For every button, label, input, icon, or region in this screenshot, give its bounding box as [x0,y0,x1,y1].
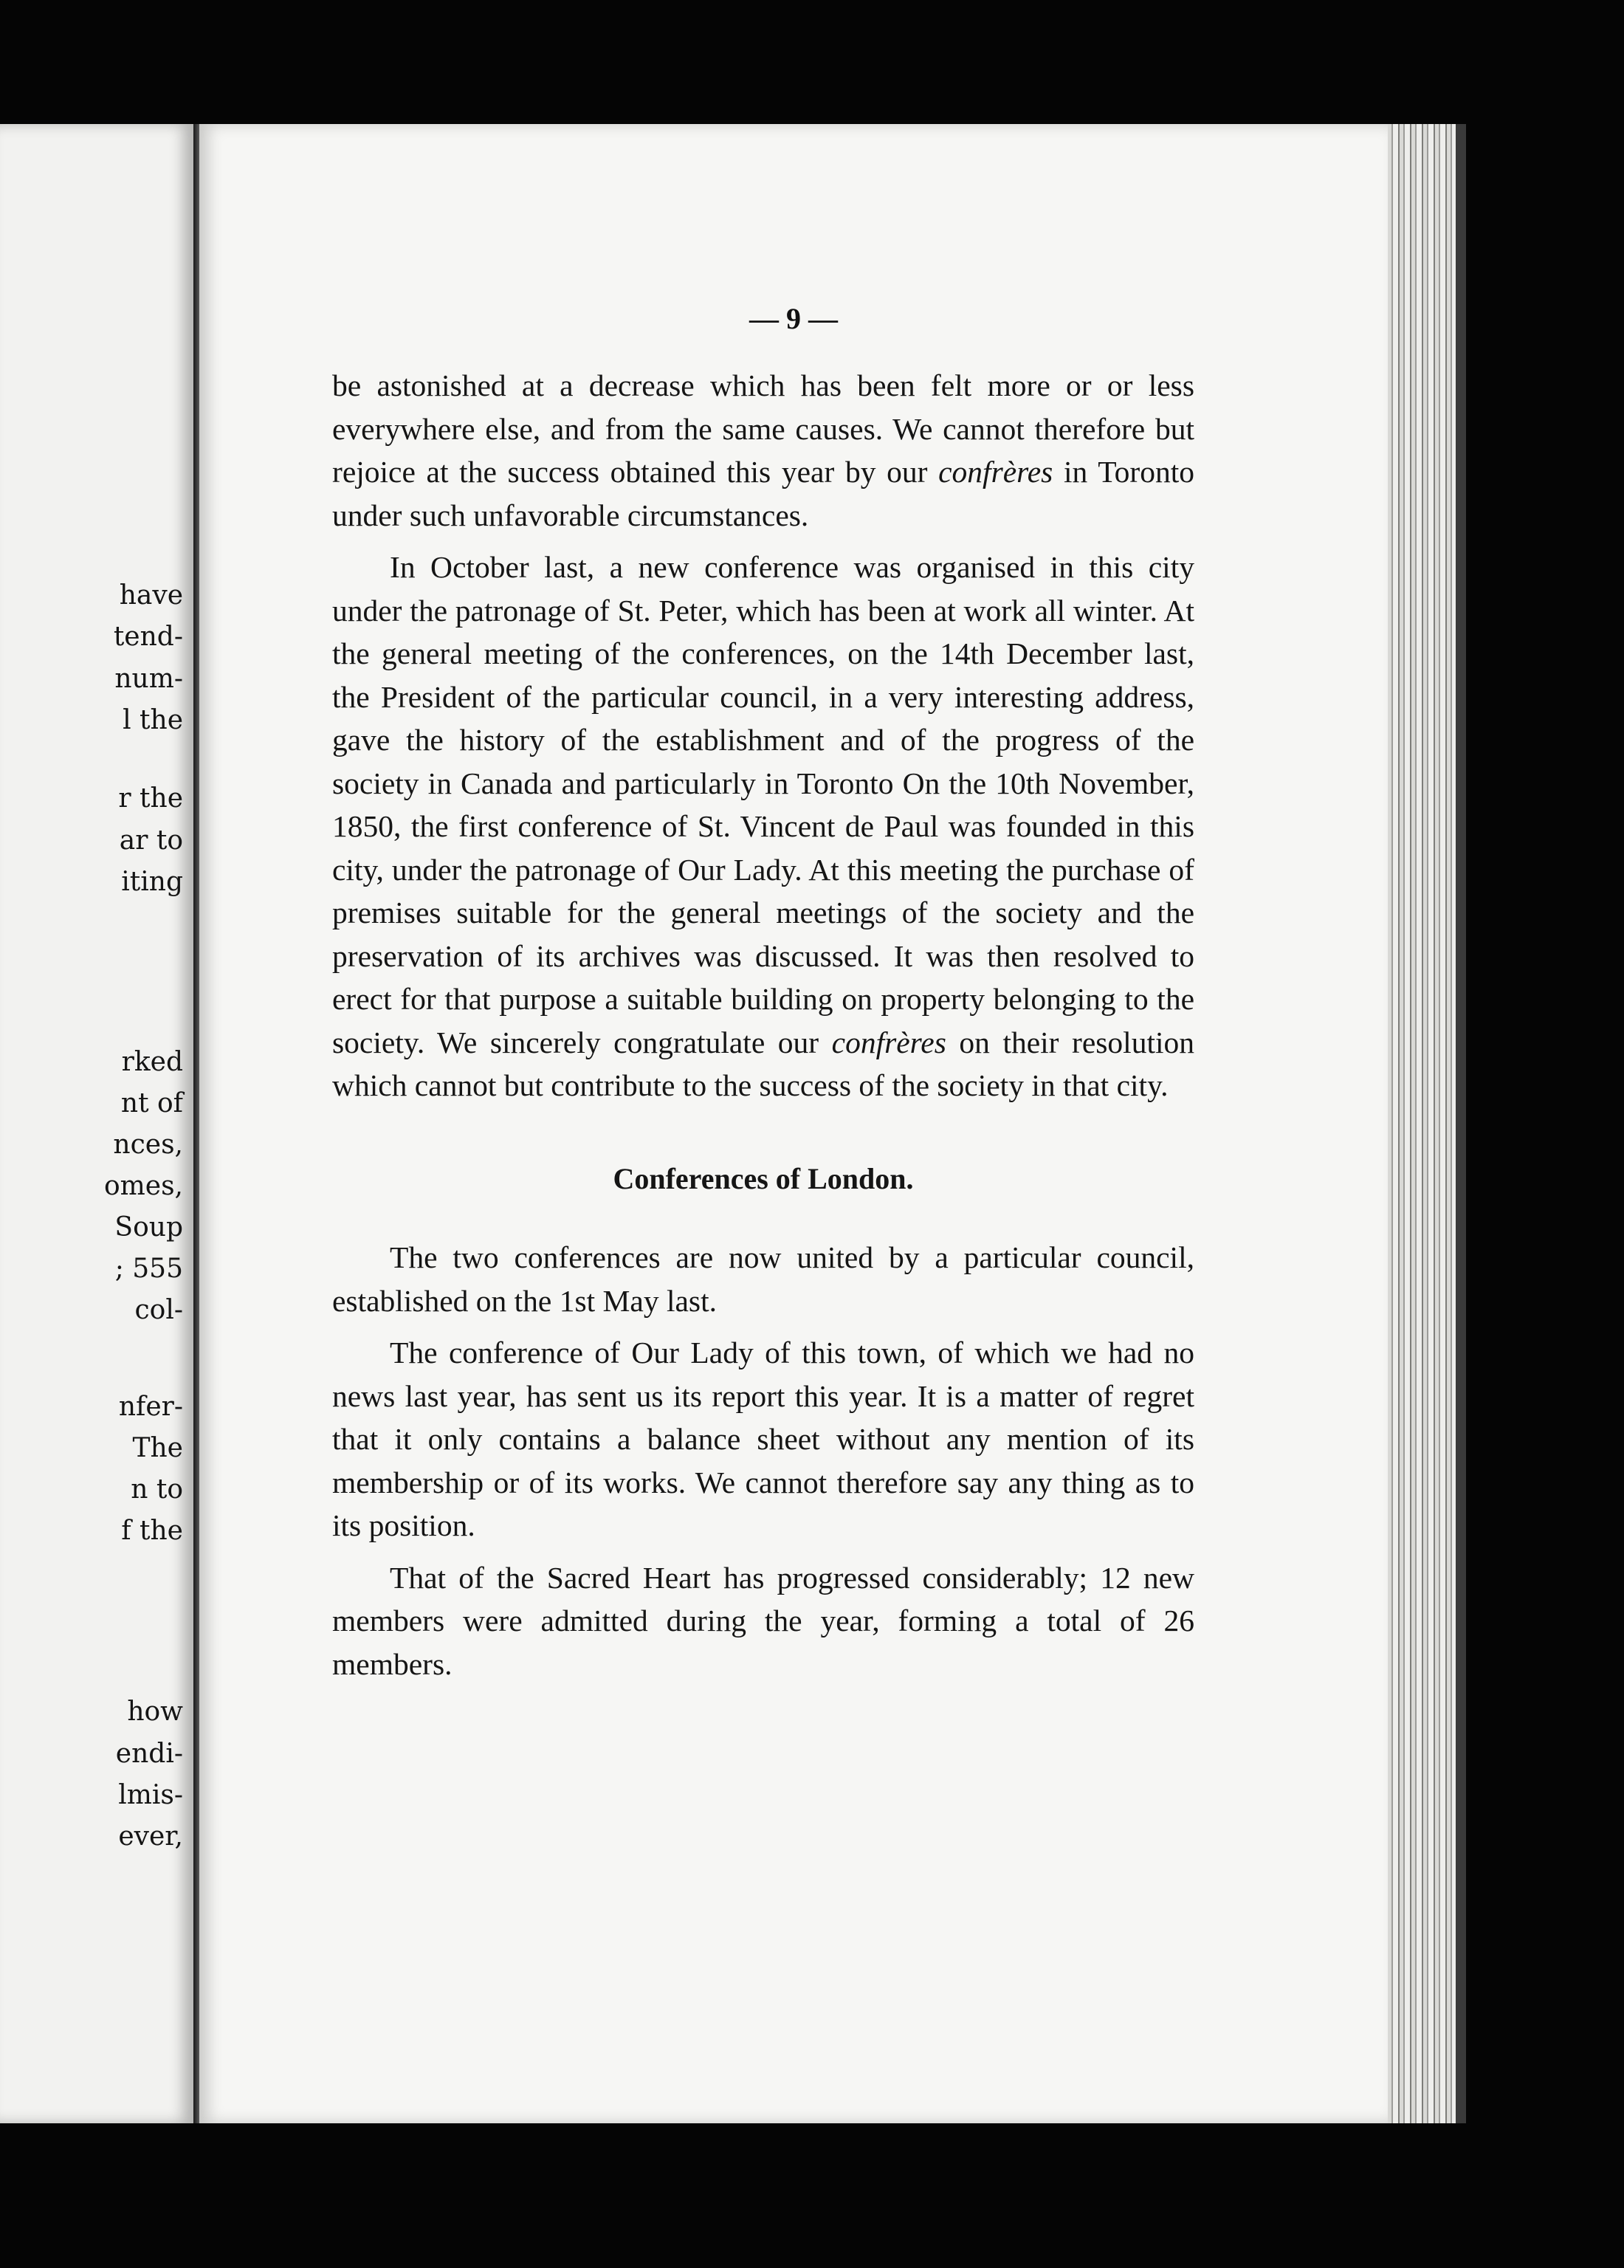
page-body [332,364,1194,1685]
left-page-line: nt of [120,1088,183,1118]
left-page-line: lmis- [118,1780,183,1810]
left-page-line: endi- [115,1739,183,1769]
left-page-line: l the [123,705,183,735]
left-page-line: r the [118,783,183,814]
left-page-line: how [127,1697,183,1727]
left-page-line: omes, [103,1171,183,1201]
paragraph: That of the Sacred Heart has progressed considerably; 12 new members were admitted during the year, forming a total of 26 members. [332,1560,1194,1681]
left-page-line: col- [134,1295,183,1325]
left-page-line: rked [121,1047,183,1077]
left-page-fragment [0,124,196,2123]
paragraph: be astonished at a decrease which has been felt more or or less everywhere else, and from the same causes. We cannot therefore but rejoice at the success obtained this year by our confrères in Toronto under such unfavorable circumstances. [332,368,1195,532]
left-page-line: The [132,1433,183,1463]
left-page-line: Soup [114,1212,183,1243]
left-page-line: f the [121,1516,183,1546]
left-page-line: ; 555 [114,1254,183,1284]
paragraph: The two conferences are now united by a particular council, established on the 1st May last. [332,1240,1194,1318]
left-page-line: nfer- [118,1392,183,1422]
left-page-line: tend- [113,622,183,652]
paragraph: The conference of Our Lady of this town, of which we had no news last year, has sent us its report this year. It is a matter of regret that it only contains a balance sheet without any mention of its membership or of its works. We cannot therefore say any thing as to its position. [332,1336,1194,1542]
left-page-line: iting [121,867,183,897]
left-page-line: ar to [119,825,183,856]
left-page-line: n to [131,1474,183,1505]
left-page-line: ever, [118,1821,183,1852]
page-edges [1388,124,1456,2123]
left-page-line: num- [114,664,183,694]
paragraph: In October last, a new conference was organised in this city under the patronage of St. Peter, which has been at work all winter. At the general meeting of the conferences, on the 14th December last, the President of the particular council, in a very interesting address, gave the history of the establishment and of the progress of the society in Canada and particularly in Toronto On the 10th November, 1850, the first conference of St. Vincent de Paul was founded in this city, under the patronage of Our Lady. At this meeting the purchase of premises suitable for the general meetings of the society and the preservation of its archives was discussed. It was then resolved to erect for that purpose a suitable building on property belonging to the society. We sincerely congratulate our confrères on their resolution which cannot but contribute to the success of the society in that city. [332,550,1195,1102]
page-number: — 9 — [749,302,838,335]
right-page [199,124,1388,2123]
book-edge-shadow [1456,124,1466,2123]
section-heading: Conferences of London. [613,1161,914,1195]
left-page-line: nces, [113,1130,183,1160]
left-page-line: have [119,580,183,611]
